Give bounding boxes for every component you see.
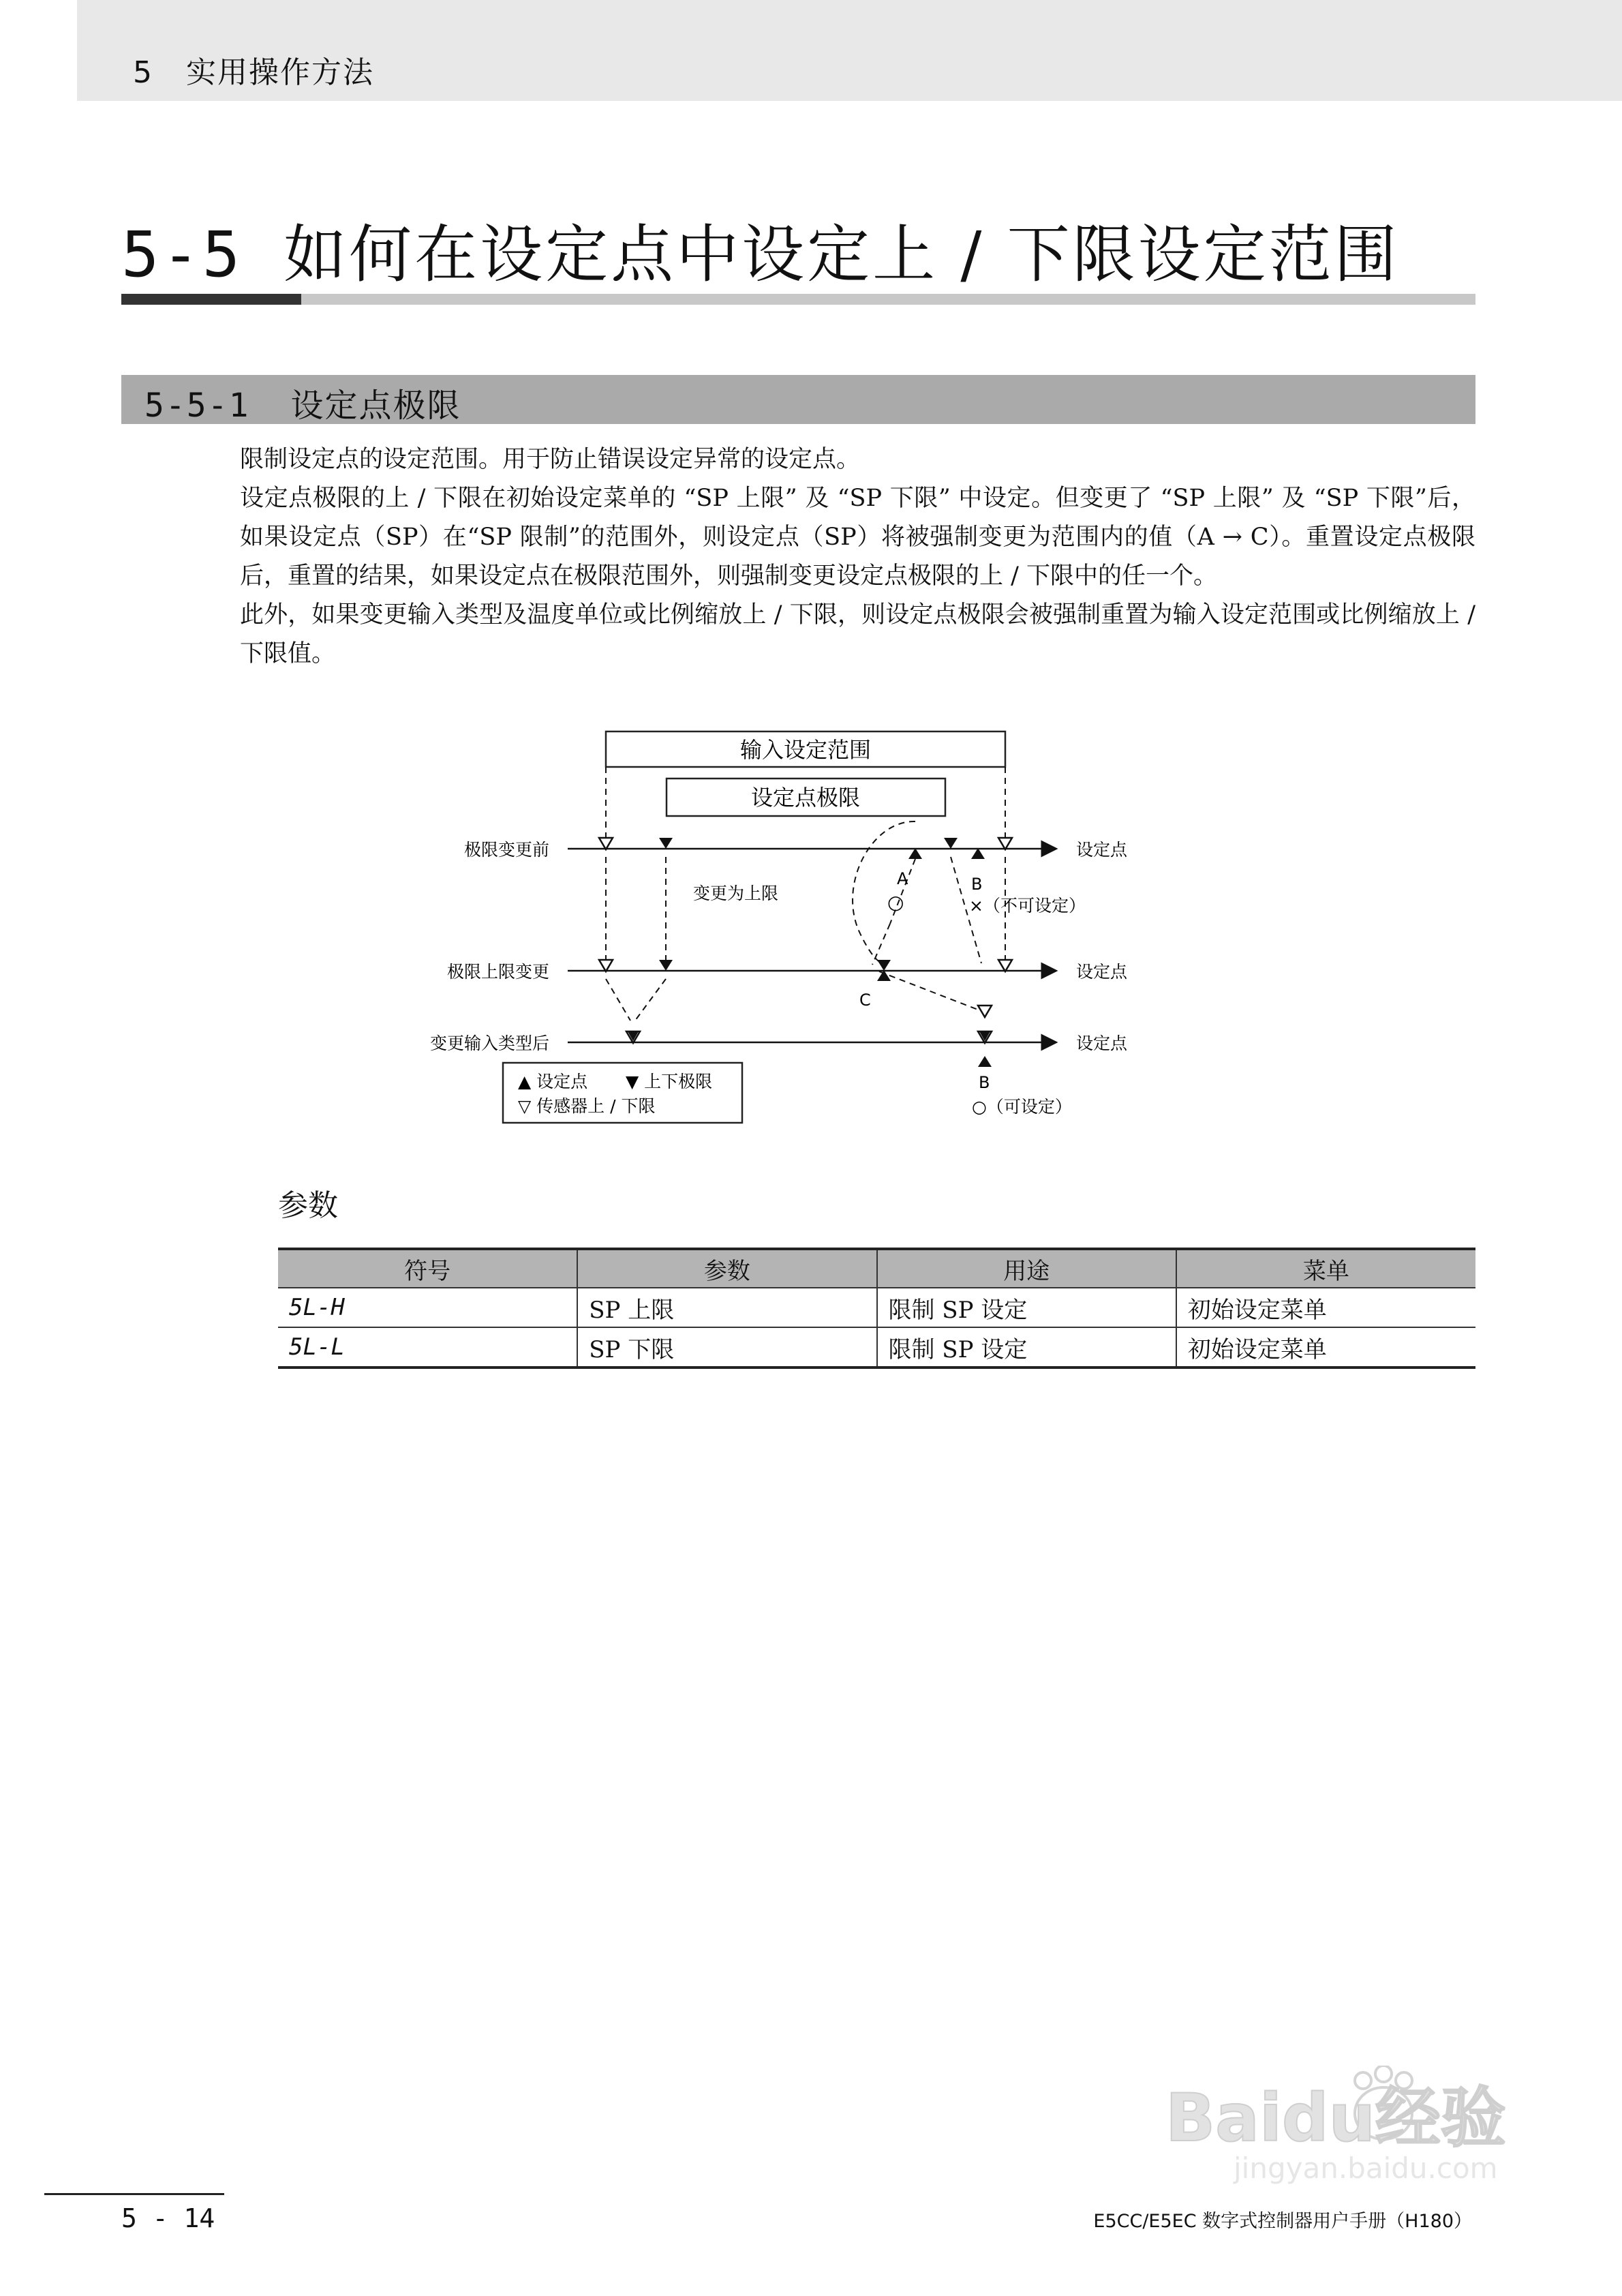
watermark-text: Baidu经验 xyxy=(1165,2080,1506,2156)
table-row xyxy=(278,1327,1475,1368)
cell-purpose: 限制 SP 设定 xyxy=(877,1288,1176,1327)
point-a-circle: ○ xyxy=(887,891,904,913)
page-title xyxy=(121,205,1400,294)
sp-limit-marker xyxy=(944,838,958,849)
axis-label: 设定点 xyxy=(1076,840,1128,860)
paragraph: 限制设定点的设定范围。用于防止错误设定异常的设定点。 xyxy=(240,446,861,473)
column-header: 用途 xyxy=(877,1249,1176,1288)
sp-limit-marker xyxy=(877,960,891,971)
sp-limit-marker xyxy=(659,960,673,971)
cell-menu: 初始设定菜单 xyxy=(1176,1288,1475,1327)
column-header: 符号 xyxy=(278,1249,577,1288)
row-label-after-type: 变更输入类型后 xyxy=(429,1033,549,1053)
cell-symbol: 5L-L xyxy=(278,1327,577,1368)
section-number: 5-5-1 xyxy=(144,387,250,425)
column-header: 菜单 xyxy=(1176,1249,1475,1288)
title-text: 如何在设定点中设定上 / 下限设定范围 xyxy=(284,218,1400,291)
row-label-upper-change: 极限上限变更 xyxy=(446,962,549,982)
params-heading: 参数 xyxy=(278,1188,338,1223)
axis-label: 设定点 xyxy=(1076,962,1128,982)
setpoint-marker-b xyxy=(978,1056,992,1067)
page-number: 5 - 14 xyxy=(121,2203,215,2233)
watermark-subtext: jingyan.baidu.com xyxy=(1234,2151,1498,2185)
sensor-limit-marker xyxy=(998,838,1012,849)
legend-limit: ▼ 上下极限 xyxy=(626,1072,713,1091)
legend-sensor: ▽ 传感器上 / 下限 xyxy=(518,1096,656,1116)
sensor-limit-marker xyxy=(599,838,613,849)
row-label-before: 极限变更前 xyxy=(463,840,549,860)
point-b-label: B xyxy=(979,1073,990,1092)
legend-setpoint: ▲ 设定点 xyxy=(518,1072,588,1091)
sp-limit-marker xyxy=(659,838,673,849)
title-number: 5-5 xyxy=(121,218,243,291)
sp-limit-label: 设定点极限 xyxy=(750,785,861,811)
cell-parameter: SP 下限 xyxy=(577,1327,876,1368)
column-header: 参数 xyxy=(577,1249,876,1288)
chapter-header xyxy=(133,48,374,91)
can-set-label: ○（可设定） xyxy=(972,1097,1072,1117)
footer-rule xyxy=(44,2193,224,2195)
paragraph: 设定点极限的上 / 下限在初始设定菜单的 “SP 上限” 及 “SP 下限” 中设定。但变更了 “SP 上限” 及 “SP 下限”后，如果设定点（SP）在“SP 限制”的范围外，则设定点（SP）将被强制变更为范围内的值（A → C）。重置设定点极限后，重置的结果，如果设定点在极限范围外，则强制变更设定点极限的上 / 下限中的任一个。 xyxy=(240,485,1475,590)
sensor-limit-marker xyxy=(599,960,613,971)
change-to-upper-label: 变更为上限 xyxy=(692,883,778,903)
cell-parameter: SP 上限 xyxy=(577,1288,876,1327)
cannot-set-label: ×（不可设定） xyxy=(969,896,1086,916)
baidu-watermark xyxy=(1159,2066,1540,2195)
cell-symbol: 5L-H xyxy=(278,1288,577,1327)
manual-title: E5CC/E5EC 数字式控制器用户手册（H180） xyxy=(1093,2211,1472,2232)
paragraph: 此外，如果变更输入类型及温度单位或比例缩放上 / 下限，则设定点极限会被强制重置为输入设定范围或比例缩放上 / 下限值。 xyxy=(240,601,1475,667)
setpoint-marker-a xyxy=(908,848,922,859)
params-table xyxy=(278,1248,1475,1369)
chapter-title: 实用操作方法 xyxy=(186,55,374,90)
point-c-label: C xyxy=(859,991,871,1010)
section-text: 设定点极限 xyxy=(290,387,461,425)
sensor-limit-marker xyxy=(978,1006,992,1017)
body-text xyxy=(240,440,1475,674)
setpoint-marker-b xyxy=(971,848,985,859)
cell-menu: 初始设定菜单 xyxy=(1176,1327,1475,1368)
point-b-label: B xyxy=(971,875,983,894)
sensor-limit-marker xyxy=(998,960,1012,971)
title-underline xyxy=(121,294,1475,305)
cell-purpose: 限制 SP 设定 xyxy=(877,1327,1176,1368)
chapter-number: 5 xyxy=(133,55,153,90)
table-row xyxy=(278,1288,1475,1327)
sp-limit-diagram xyxy=(395,719,1159,1142)
section-title xyxy=(144,379,461,426)
input-range-label: 输入设定范围 xyxy=(739,737,872,763)
axis-label: 设定点 xyxy=(1076,1033,1128,1053)
title-underline-accent xyxy=(121,294,301,305)
point-a-label: A xyxy=(897,869,908,888)
